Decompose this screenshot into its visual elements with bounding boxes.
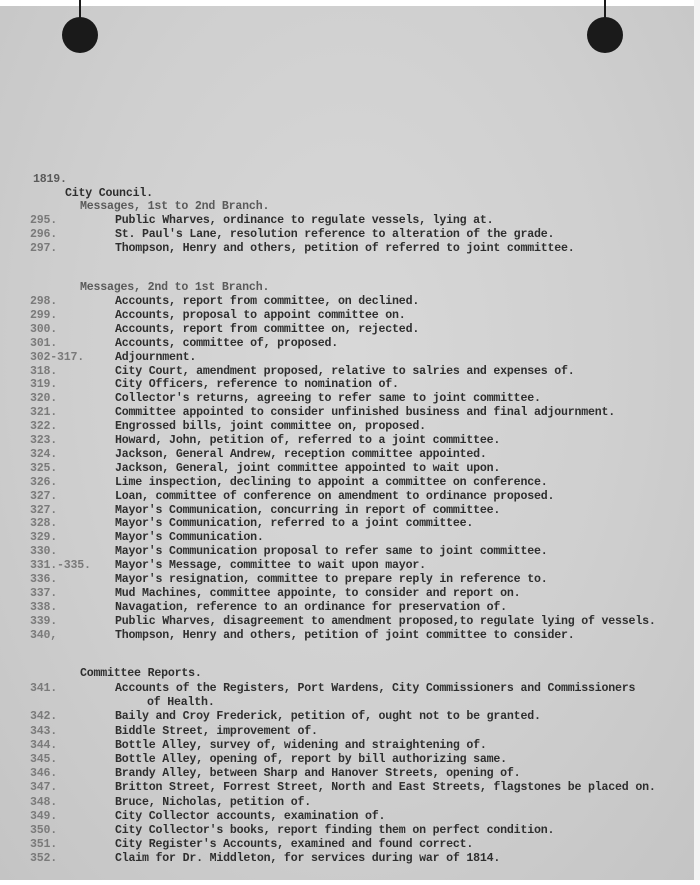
entry-number: 324. [30,447,58,461]
entry-text: Mayor's Communication proposal to refer same to joint committee. [115,545,548,559]
entry-number: 345. [30,753,58,766]
entry-text: Bottle Alley, opening of, report by bill authorizing same. [115,753,507,766]
scan-edge-bottom [0,880,700,885]
entry-text: Accounts, proposal to appoint committee on. [115,308,406,322]
entry-text: Mayor's Communication. [115,531,264,545]
entry-number: 350. [30,824,58,837]
entry-text: Public Wharves, ordinance to regulate vessels, lying at. [115,214,494,227]
entry-text: Navagation, reference to an ordinance for preservation of. [115,600,507,614]
entry-number: 322. [30,420,58,434]
entry-text: City Court, amendment proposed, relative to salries and expenses of. [115,364,575,378]
entry-number: 320. [30,392,58,406]
entry-text: Mayor's Message, committee to wait upon mayor. [115,559,426,573]
entry-number: 302-317. [30,350,85,364]
entry-text: Bruce, Nicholas, petition of. [115,795,311,809]
entry-text: Biddle Street, improvement of. [115,724,318,738]
entry-number: 329. [30,531,58,545]
entry-number: 352. [30,852,58,866]
entry-number: 299. [30,308,58,322]
entry-number: 323. [30,434,58,447]
entry-number: 325. [30,461,58,475]
entry-number: 339. [30,614,58,628]
punch-hole-left [62,17,98,53]
entry-number: 337. [30,586,58,600]
entry-number: 340, [30,628,58,642]
entry-number: 348. [30,795,58,809]
entry-text: Accounts, committee of, proposed. [115,336,338,350]
entry-text: City Collector's books, report finding them on perfect condition. [115,824,555,837]
entry-text: Accounts, report from committee, on declined. [115,295,420,308]
entry-text: City Collector accounts, examination of. [115,809,386,823]
entry-text: Adjournment. [115,350,197,364]
entry-number: 330. [30,545,58,559]
entry-text: Collector's returns, agreeing to refer same to joint committee. [115,392,541,406]
entry-number: 296. [30,228,58,241]
entry-number: 318. [30,364,58,378]
section2-heading: Messages, 2nd to 1st Branch. [80,281,270,294]
council-title: City Council. [65,187,153,200]
entry-number: 346. [30,767,58,781]
entry-text: Committee appointed to consider unfinished business and final adjournment. [115,406,616,420]
section3-heading: Committee Reports. [80,667,202,680]
entry-text: St. Paul's Lane, resolution reference to alteration of the grade. [115,228,555,241]
entry-number: 349. [30,809,58,823]
entry-number: 301. [30,336,58,350]
entry-text: Public Wharves, disagreement to amendment proposed,to regulate lying of vessels. [115,614,656,628]
entry-text: Accounts of the Registers, Port Wardens, City Commissioners and Commissioners [115,682,636,695]
entry-number: 295. [30,214,58,227]
entry-text: Mayor's Communication, referred to a joint committee. [115,517,474,531]
scan-edge-top [0,0,700,6]
entry-text: Loan, committee of conference on amendment to ordinance proposed. [115,489,555,503]
entry-text: Britton Street, Forrest Street, North and East Streets, flagstones be placed on. [115,781,656,795]
entry-number: 351. [30,838,58,852]
entry-number: 326. [30,475,58,489]
entry-number: 341. [30,682,58,695]
entry-text: City Register's Accounts, examined and found correct. [115,838,474,852]
entry-number: 343. [30,724,58,738]
entry-number: 338. [30,600,58,614]
entry-text: Thompson, Henry and others, petition of referred to joint committee. [115,242,575,255]
entry-text-continuation: of Health. [147,696,215,710]
entry-text: Mayor's Communication, concurring in report of committee. [115,503,501,517]
entry-number: 319. [30,378,58,392]
entry-text: Bottle Alley, survey of, widening and straightening of. [115,738,487,752]
entry-number: 297. [30,242,58,255]
entry-number: 328. [30,517,58,531]
entry-text: Mud Machines, committee appointe, to consider and report on. [115,586,521,600]
year: 1819. [33,173,67,186]
entry-text: Thompson, Henry and others, petition of joint committee to consider. [115,628,575,642]
entry-text: Howard, John, petition of, referred to a joint committee. [115,434,501,447]
entry-number: 344. [30,738,58,752]
entry-number: 321. [30,406,58,420]
entry-text: Lime inspection, declining to appoint a committee on conference. [115,475,548,489]
entry-text: Jackson, General, joint committee appointed to wait upon. [115,461,501,475]
entry-text: Engrossed bills, joint committee on, proposed. [115,420,426,434]
entry-number: 300. [30,322,58,336]
entry-text: City Officers, reference to nomination of. [115,378,399,392]
entry-number: 327. [30,489,58,503]
entry-number: 327. [30,503,58,517]
entry-text: Mayor's resignation, committee to prepare reply in reference to. [115,573,548,586]
entry-text: Claim for Dr. Middleton, for services during war of 1814. [115,852,501,866]
entry-number: 342. [30,710,58,724]
entry-number: 331.-335. [30,559,91,573]
scan-edge-right [694,0,700,885]
entry-text: Jackson, General Andrew, reception committee appointed. [115,447,487,461]
entry-number: 347. [30,781,58,795]
entry-number: 298. [30,295,58,308]
entry-number: 336. [30,573,58,586]
entry-text: Baily and Croy Frederick, petition of, ought not to be granted. [115,710,541,724]
entry-text: Brandy Alley, between Sharp and Hanover Streets, opening of. [115,767,521,781]
section1-heading: Messages, 1st to 2nd Branch. [80,200,270,213]
entry-text: Accounts, report from committee on, rejected. [115,322,420,336]
punch-hole-right [587,17,623,53]
